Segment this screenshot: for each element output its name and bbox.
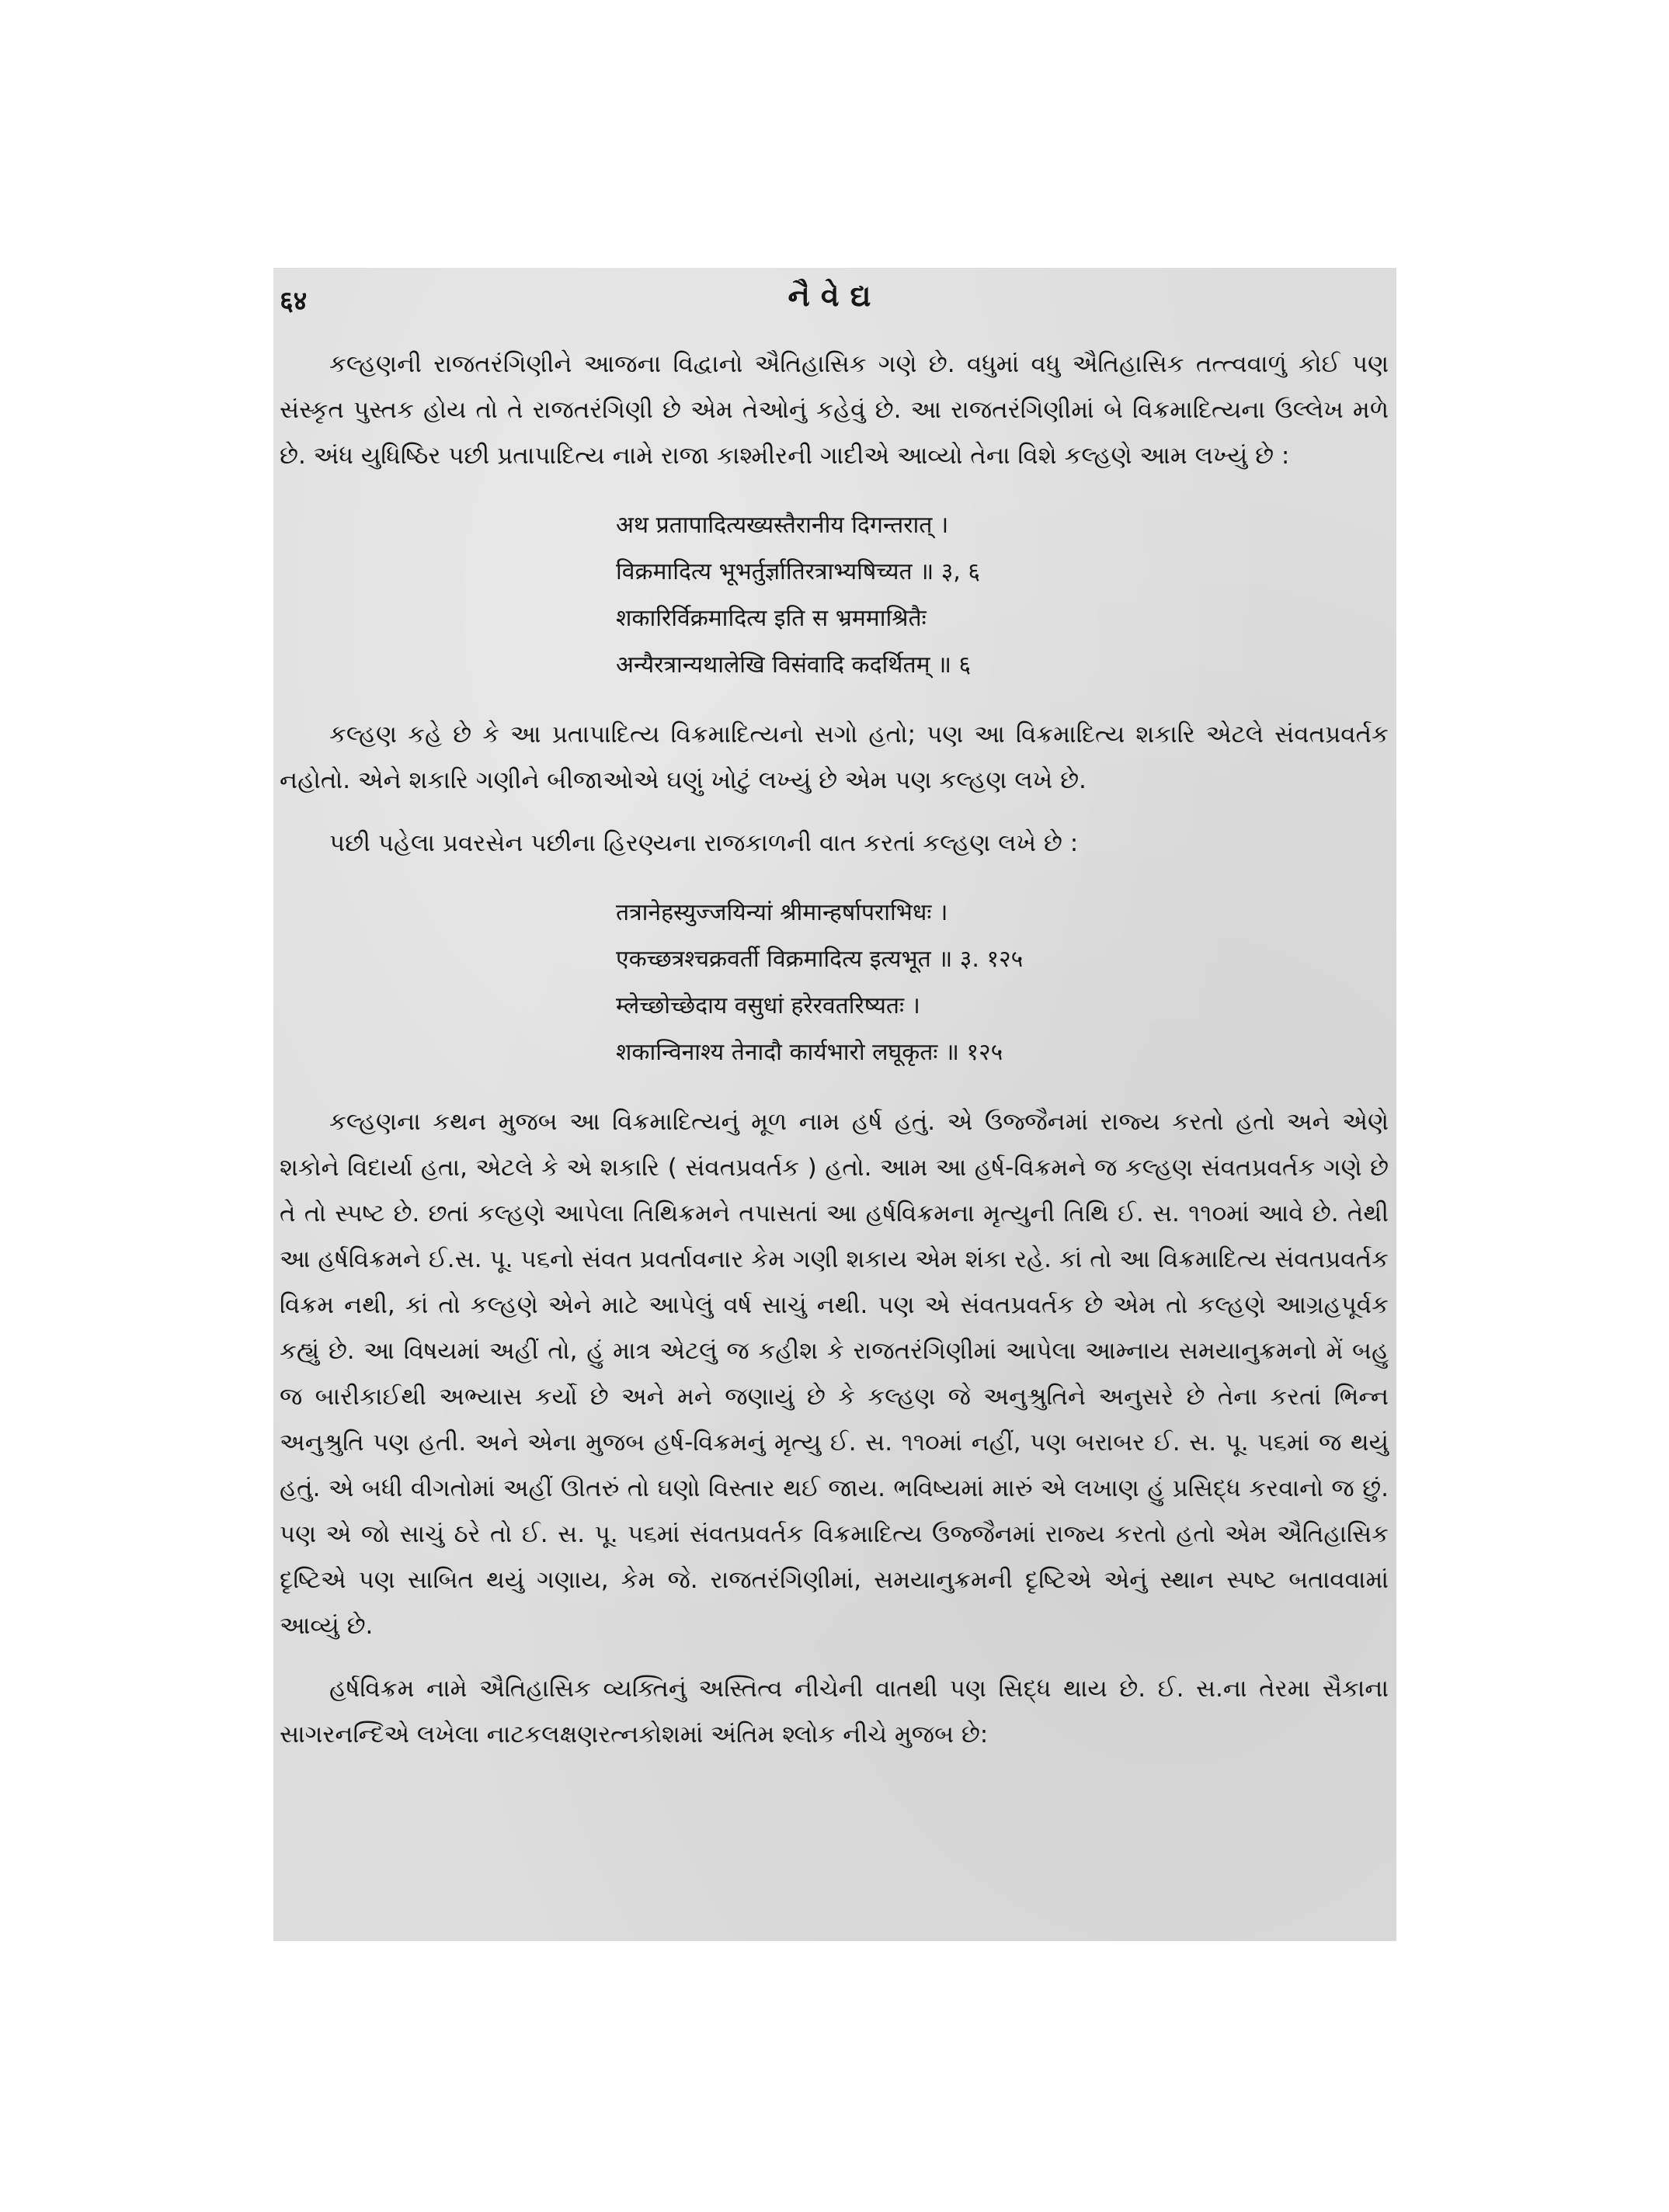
verse-line: अथ प्रतापादित्यख्यस्तैरानीय दिगन्तरात् ।	[616, 512, 949, 539]
page-body	[280, 342, 1389, 1758]
verse-line: विक्रमादित्य भूभर्तुर्ज्ञातिरत्राभ्यषिच्यत ॥ ३, ६	[616, 558, 980, 585]
verse-line: शकान्विनाश्य तेनादौ कार्यभारो लघूकृतः ॥ १२५	[616, 1039, 1003, 1066]
paragraph: કલ્હણની રાજતરંગિણીને આજના વિદ્વાનો ઐતિહાસિક ગણે છે. વધુમાં વધુ ઐતિહાસિક તત્ત્વવાળું કોઈ પણ સંસ્કૃત પુસ્તક હોય તો તે રાજતરંગિણી છે એમ તેઓનું કહેવું છે. આ રાજતરંગિણીમાં બે વિક્રમાદિત્યના ઉલ્લેખ મળે છે. અંધ યુધિષ્ઠિર પછી પ્રતાપાદિત્ય નામે રાજા કાશ્મીરની ગાદીએ આવ્યો તેના વિશે કલ્હણે આમ લખ્યું છે :	[280, 350, 1389, 470]
sanskrit-verse	[616, 502, 1389, 689]
paragraph: હર્ષવિક્રમ નામે ઐતિહાસિક વ્યક્તિનું અસ્તિત્વ નીચેની વાતથી પણ સિદ્ધ થાય છે. ઈ. સ.ના તેરમા સૈકાના સાગરનન્દિએ લખેલા નાટકલક્ષણરત્નકોશમાં અંતિમ શ્લોક નીચે મુજબ છે:	[280, 1675, 1389, 1748]
sanskrit-verse	[616, 890, 1389, 1076]
page-number: ६४	[280, 286, 308, 317]
scanned-page	[273, 268, 1396, 1941]
verse-line: अन्यैरत्रान्यथालेखि विसंवादि कदर्थितम् ॥ ६	[616, 651, 972, 679]
verse-line: तत्रानेहस्युज्जयिन्यां श्रीमान्हर्षापराभिधः ।	[616, 899, 948, 926]
paragraph: કલ્હણ કહે છે કે આ પ્રતાપાદિત્ય વિક્રમાદિત્યનો સગો હતો; પણ આ વિક્રમાદિત્ય શકારિ એટલે સંવતપ્રવર્તક નહોતો. એને શકારિ ગણીને બીજાઓએ ઘણું ખોટું લખ્યું છે એમ પણ કલ્હણ લખે છે.	[280, 721, 1389, 794]
running-title: નૈવેદ્ય	[788, 279, 882, 313]
verse-line: शकारिर्विक्रमादित्य इति स भ्रममाश्रितैः	[616, 605, 927, 632]
verse-line: म्लेच्छोच्छेदाय वसुधां हरेरवतरिष्यतः ।	[616, 992, 920, 1019]
verse-line: एकच्छत्रश्चक्रवर्ती विक्रमादित्य इत्यभूत ॥ ३. १२५	[616, 946, 1024, 973]
page-header	[273, 268, 1396, 338]
paragraph: કલ્હણના કથન મુજબ આ વિક્રમાદિત્યનું મૂળ નામ હર્ષ હતું. એ ઉજ્જૈનમાં રાજ્ય કરતો હતો અને એણે શકોને વિદાર્યા હતા, એટલે કે એ શકારિ ( સંવતપ્રવર્તક ) હતો. આમ આ હર્ષ-વિક્રમને જ કલ્હણ સંવતપ્રવર્તક ગણે છે તે તો સ્પષ્ટ છે. છતાં કલ્હણે આપેલા તિથિક્રમને તપાસતાં આ હર્ષવિક્રમના મૃત્યુની તિથિ ઈ. સ. ૧૧૦માં આવે છે. તેથી આ હર્ષવિક્રમને ઈ.સ. પૂ. ૫૬નો સંવત પ્રવર્તાવનાર કેમ ગણી શકાય એમ શંકા રહે. કાં તો આ વિક્રમાદિત્ય સંવતપ્રવર્તક વિક્રમ નથી, કાં તો કલ્હણે એને માટે આપેલું વર્ષ સાચું નથી. પણ એ સંવતપ્રવર્તક છે એમ તો કલ્હણે આગ્રહપૂર્વક કહ્યું છે. આ વિષયમાં અહીં તો, હું માત્ર એટલું જ કહીશ કે રાજતરંગિણીમાં આપેલા આમ્નાય સમયાનુક્રમનો મેં બહુ જ બારીકાઈથી અભ્યાસ કર્યો છે અને મને જણાયું છે કે કલ્હણ જે અનુશ્રુતિને અનુસરે છે તેના કરતાં ભિન્ન અનુશ્રુતિ પણ હતી. અને એના મુજબ હર્ષ-વિક્રમનું મૃત્યુ ઈ. સ. ૧૧૦માં નહીં, પણ બરાબર ઈ. સ. પૂ. ૫૬માં જ થયું હતું. એ બધી વીગતોમાં અહીં ઊતરું તો ઘણો વિસ્તાર થઈ જાય. ભવિષ્યમાં મારું એ લખાણ હું પ્રસિદ્ધ કરવાનો જ છું. પણ એ જો સાચું ઠરે તો ઈ. સ. પૂ. ૫૬માં સંવતપ્રવર્તક વિક્રમાદિત્ય ઉજ્જૈનમાં રાજ્ય કરતો હતો એમ ઐતિહાસિક દૃષ્ટિએ પણ સાબિત થયું ગણાય, કેમ જે. રાજતરંગિણીમાં, સમયાનુક્રમની દૃષ્ટિએ એનું સ્થાન સ્પષ્ટ બતાવવામાં આવ્યું છે.	[280, 1108, 1389, 1640]
paragraph: પછી પહેલા પ્રવરસેન પછીના હિરણ્યના રાજકાળની વાત કરતાં કલ્હણ લખે છે :	[329, 829, 1079, 857]
